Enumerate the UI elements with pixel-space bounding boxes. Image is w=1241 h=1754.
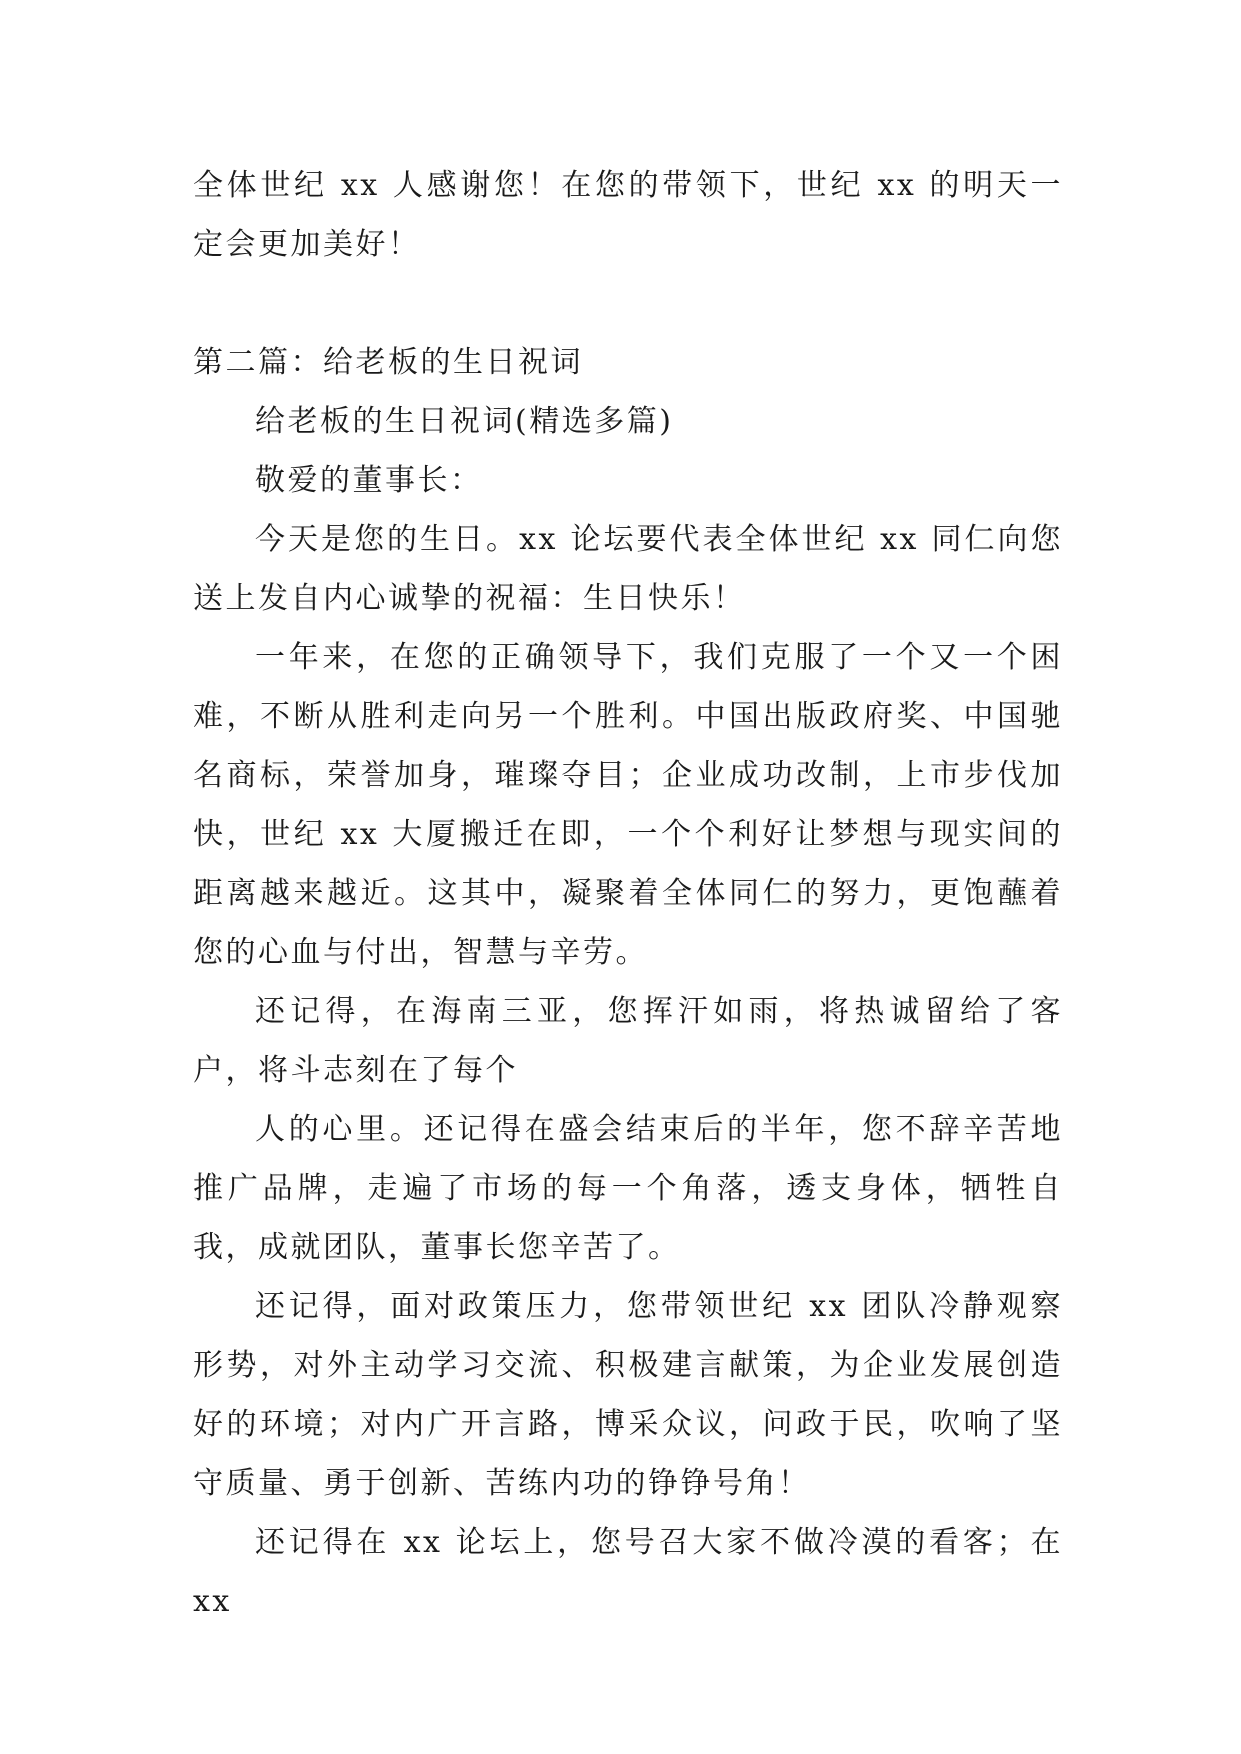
section-subtitle: 给老板的生日祝词(精选多篇) [255,404,674,439]
paragraph-birthday-wish: 今天是您的生日。xx 论坛要代表全体世纪 xx 同仁向您送上发自内心诚挚的祝福：生日快乐！ [193,522,1063,616]
paragraph-closing: 全体世纪 xx 人感谢您！在您的带领下，世纪 xx 的明天一定会更加美好！ [193,168,1063,262]
paragraph-spacer [193,274,1063,333]
paragraph-policy-pressure: 还记得，面对政策压力，您带领世纪 xx 团队冷静观察形势，对外主动学习交流、积极建言献策，为企业发展创造好的环境；对内广开言路，博采众议，问政于民，吹响了坚守质量、勇于创新、苦练内功的铮铮号角！ [193,1289,1063,1501]
paragraph-hainan: 还记得，在海南三亚，您挥汗如雨，将热诚留给了客户，将斗志刻在了每个 [193,994,1063,1088]
document-body [193,156,1063,1631]
paragraph-achievements: 一年来，在您的正确领导下，我们克服了一个又一个困难，不断从胜利走向另一个胜利。中国出版政府奖、中国驰名商标，荣誉加身，璀璨夺目；企业成功改制，上市步伐加快，世纪 xx 大厦搬迁在即，一个个利好让梦想与现实间的距离越来越近。这其中，凝聚着全体同仁的努力，更饱蘸着您的心血与付出，智慧与辛劳。 [193,640,1063,970]
paragraph-brand-promotion: 人的心里。还记得在盛会结束后的半年，您不辞辛苦地推广品牌，走遍了市场的每一个角落，透支身体，牺牲自我，成就团队，董事长您辛苦了。 [193,1112,1063,1265]
salutation: 敬爱的董事长： [255,463,483,498]
section-heading: 第二篇：给老板的生日祝词 [193,345,583,380]
paragraph-forum: 还记得在 xx 论坛上，您号召大家不做冷漠的看客；在 xx [193,1525,1063,1619]
